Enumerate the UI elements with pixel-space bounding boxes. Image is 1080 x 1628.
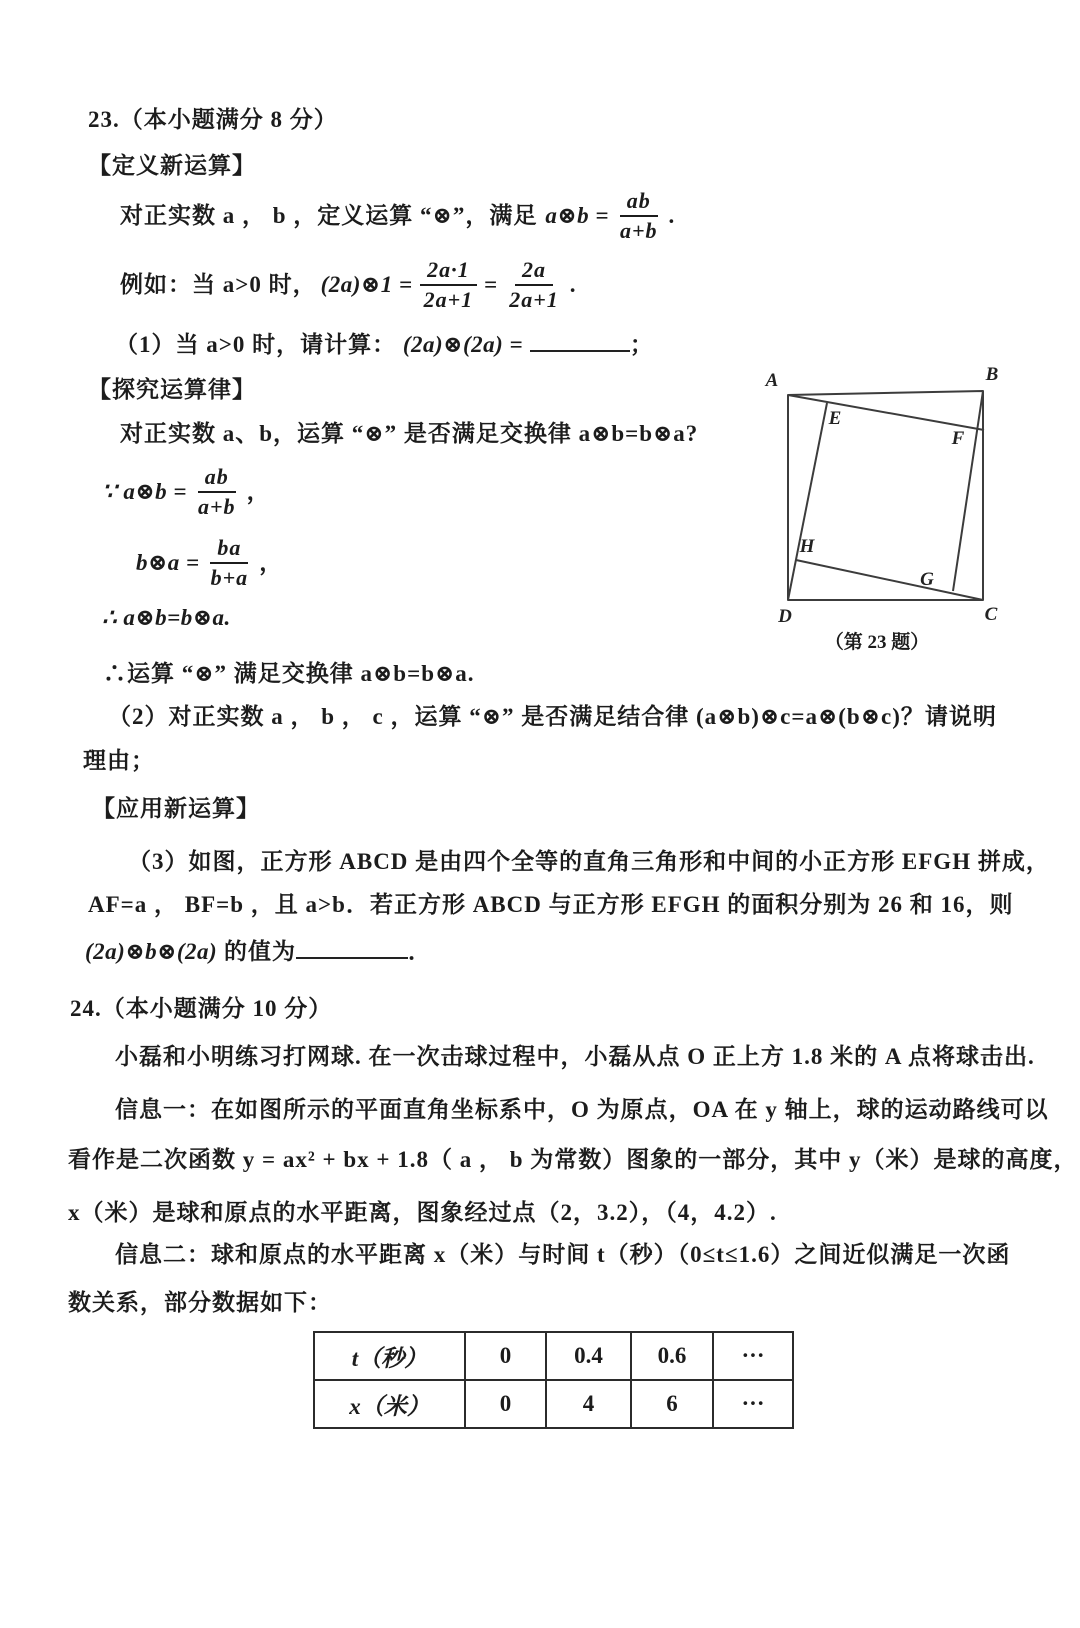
q23-section2-header: 【探究运算律】 <box>88 377 256 402</box>
q23-definition-formula <box>120 189 675 243</box>
vertex-label-F: F <box>951 428 965 449</box>
example-fraction2-denominator: 2a+1 <box>509 287 559 313</box>
outer-square-ABCD <box>788 391 983 600</box>
q23-part3-line1: （3）如图，正方形 ABCD 是由四个全等的直角三角形和中间的小正方形 EFGH 拼成， <box>128 849 1050 874</box>
ba-suffix: ， <box>259 549 284 575</box>
q23-part3-line2: AF=a ， BF=b ，且 a>b．若正方形 ABCD 与正方形 EFGH 的面积分别为 26 和 16，则 <box>88 892 1014 917</box>
def-suffix: . <box>668 202 676 228</box>
q23-ba-line <box>136 536 283 590</box>
q24-intro: 小磊和小明练习打网球. 在一次击球过程中，小磊从点 O 正上方 1.8 米的 A 点将球击出. <box>115 1044 1035 1069</box>
vertex-label-G: G <box>920 569 934 590</box>
example-fraction1-denominator: 2a+1 <box>423 287 474 313</box>
q24-info1-line3: x（米）是球和原点的水平距离，图象经过点（2，3.2），（4，4.2）. <box>68 1200 777 1225</box>
q24-info1-line1: 信息一：在如图所示的平面直角坐标系中，O 为原点，OA 在 y 轴上，球的运动路线可以 <box>115 1097 1049 1122</box>
q24-info2-line1: 信息二：球和原点的水平距离 x（米）与时间 t（秒）（0≤t≤1.6）之间近似满足一次函 <box>115 1242 1011 1267</box>
vertex-label-A: A <box>765 370 779 391</box>
row-x-value-1: 0 <box>465 1380 546 1428</box>
vertex-label-B: B <box>985 364 999 385</box>
row-t-value-2: 0.4 <box>546 1332 631 1380</box>
q23-part2-line1: （2）对正实数 a ， b ， c ，运算 “⊗” 是否满足结合律 (a⊗b)⊗c=a⊗(b⊗c)？请说明 <box>108 704 997 729</box>
example-prefix: 例如：当 a>0 时， <box>120 271 317 297</box>
segment-BG <box>953 391 983 591</box>
because-lhs: ∵ a⊗b = <box>102 478 188 504</box>
def-fraction-denominator: a+b <box>619 218 658 244</box>
part3-expression: (2a)⊗b⊗(2a) <box>85 939 218 965</box>
q24-info1-line2: 看作是二次函数 y = ax² + bx + 1.8（ a ， b 为常数）图象的一部分，其中 y（米）是球的高度， <box>68 1147 1078 1172</box>
q23-part1 <box>115 326 654 360</box>
q23-because-line <box>102 465 271 519</box>
row-x-value-2: 4 <box>546 1380 631 1428</box>
table-row-t <box>314 1332 793 1380</box>
q24-data-table <box>313 1331 794 1429</box>
q23-part3-line3 <box>85 933 432 967</box>
def-lhs: a⊗b = <box>545 202 609 228</box>
part3-text: 的值为 <box>217 939 296 965</box>
def-prefix: 对正实数 a ， b ，定义运算 “⊗”，满足 <box>120 202 538 228</box>
ba-fraction-denominator: b+a <box>210 565 249 591</box>
q23-therefore-1: ∴ a⊗b=b⊗a. <box>102 605 231 630</box>
part1-answer-blank <box>530 326 630 352</box>
def-fraction-numerator: ab <box>620 189 658 217</box>
table-row-x <box>314 1380 793 1428</box>
ba-lhs: b⊗a = <box>136 549 200 575</box>
segment-DE <box>788 403 827 600</box>
q23-section3-header: 【应用新运算】 <box>92 796 260 821</box>
q24-number: 24.（本小题满分 10 分） <box>70 996 333 1021</box>
example-fraction2-numerator: 2a <box>515 258 553 286</box>
q23-explore-line: 对正实数 a、b，运算 “⊗” 是否满足交换律 a⊗b=b⊗a? <box>120 421 699 446</box>
q23-figure-caption: （第 23 题） <box>824 632 930 653</box>
ba-fraction <box>207 536 253 590</box>
row-x-value-3: 6 <box>631 1380 713 1428</box>
row-t-value-4: ··· <box>713 1332 793 1380</box>
because-fraction-numerator: ab <box>198 465 236 493</box>
vertex-label-C: C <box>984 604 998 625</box>
q24-info2-line2: 数关系，部分数据如下： <box>68 1290 332 1315</box>
vertex-label-D: D <box>778 606 792 627</box>
row-t-value-1: 0 <box>465 1332 546 1380</box>
q23-number: 23.（本小题满分 8 分） <box>88 107 338 132</box>
because-fraction <box>194 465 240 519</box>
example-suffix: . <box>569 271 577 297</box>
q23-section1-header: 【定义新运算】 <box>88 153 256 178</box>
q23-example-formula <box>120 258 577 312</box>
part1-prefix: （1）当 a>0 时，请计算： <box>115 332 397 358</box>
row-x-label: x（米） <box>314 1380 465 1428</box>
ba-fraction-numerator: ba <box>210 536 248 564</box>
vertex-label-E: E <box>828 408 842 429</box>
example-fraction1-numerator: 2a·1 <box>420 258 477 286</box>
q23-part2-line2: 理由； <box>83 748 155 773</box>
example-equals: = <box>484 271 499 297</box>
row-x-value-4: ··· <box>713 1380 793 1428</box>
part3-suffix: ． <box>407 939 432 965</box>
example-fraction-1 <box>420 258 478 312</box>
vertex-label-H: H <box>799 536 815 557</box>
q23-figure <box>755 350 1035 650</box>
q23-therefore-2: ∴运算 “⊗” 满足交换律 a⊗b=b⊗a. <box>103 661 475 686</box>
because-suffix: ， <box>246 478 271 504</box>
part1-expression: (2a)⊗(2a) = <box>402 332 524 358</box>
row-t-label: t（秒） <box>314 1332 465 1380</box>
segment-AF <box>788 395 984 430</box>
example-lhs: (2a)⊗1 = <box>320 271 413 297</box>
def-fraction <box>616 189 662 243</box>
part3-answer-blank <box>296 933 408 959</box>
example-fraction-2 <box>505 258 563 312</box>
row-t-value-3: 0.6 <box>631 1332 713 1380</box>
part1-suffix: ； <box>629 332 654 358</box>
because-fraction-denominator: a+b <box>198 494 236 520</box>
